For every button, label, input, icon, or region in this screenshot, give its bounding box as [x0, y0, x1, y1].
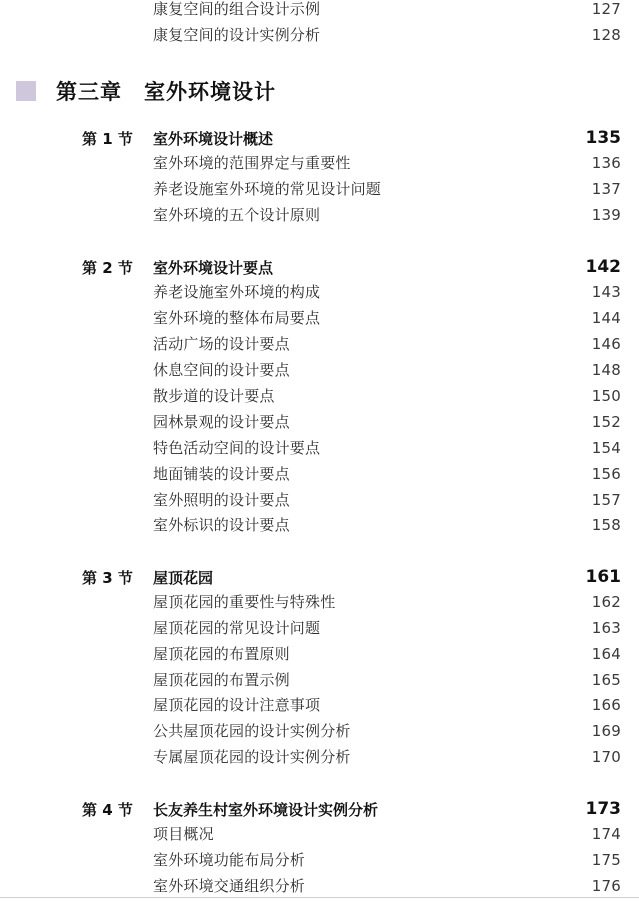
entry-title: 康复空间的设计实例分析	[153, 26, 321, 44]
chapter-number: 第三章	[56, 80, 122, 104]
entry-title: 屋顶花园的常见设计问题	[153, 619, 321, 637]
toc-entry[interactable]	[153, 720, 621, 742]
section-number: 第 1 节	[82, 129, 133, 148]
section-number: 第 2 节	[82, 258, 133, 277]
entry-title: 室外标识的设计要点	[153, 516, 290, 534]
toc-entry[interactable]	[153, 152, 621, 174]
toc-entry[interactable]	[153, 333, 621, 355]
entry-page: 139	[591, 206, 621, 224]
entry-title: 散步道的设计要点	[153, 387, 275, 405]
entry-page: 162	[591, 593, 621, 611]
entry-page: 174	[591, 825, 621, 843]
entry-title: 室外环境的五个设计原则	[153, 206, 321, 224]
toc-entry[interactable]	[153, 359, 621, 381]
entry-title: 休息空间的设计要点	[153, 361, 290, 379]
toc-entry[interactable]	[153, 643, 621, 665]
toc-entry[interactable]	[153, 204, 621, 226]
entry-title: 室外环境交通组织分析	[153, 877, 306, 895]
section-title: 室外环境设计概述	[153, 129, 274, 148]
entry-page: 156	[591, 465, 621, 483]
entry-page: 166	[591, 696, 621, 714]
toc-entry[interactable]	[153, 411, 621, 433]
section-page: 142	[585, 257, 621, 277]
toc-entry[interactable]	[153, 669, 621, 691]
entry-title: 屋顶花园的布置示例	[153, 671, 290, 689]
section-page: 173	[585, 799, 621, 819]
entry-title: 屋顶花园的设计注意事项	[153, 696, 321, 714]
entry-page: 175	[591, 851, 621, 869]
chapter-title: 室外环境设计	[144, 80, 276, 104]
section-heading[interactable]	[82, 126, 621, 150]
toc-entry[interactable]	[153, 463, 621, 485]
entry-page: 150	[591, 387, 621, 405]
toc-entry[interactable]	[153, 514, 621, 536]
entry-page: 144	[591, 309, 621, 327]
entry-page: 157	[591, 491, 621, 509]
entry-page: 128	[591, 26, 621, 44]
entry-title: 养老设施室外环境的构成	[153, 283, 321, 301]
entry-title: 公共屋顶花园的设计实例分析	[153, 722, 351, 740]
entry-title: 专属屋顶花园的设计实例分析	[153, 748, 351, 766]
entry-title: 屋顶花园的布置原则	[153, 645, 290, 663]
chapter-marker-icon	[16, 81, 36, 101]
section-heading[interactable]	[82, 565, 621, 589]
section-number: 第 4 节	[82, 800, 133, 819]
section-title: 室外环境设计要点	[153, 258, 274, 277]
toc-entry[interactable]	[153, 875, 621, 897]
entry-page: 136	[591, 154, 621, 172]
entry-title: 地面铺装的设计要点	[153, 465, 290, 483]
section-heading[interactable]	[82, 797, 621, 821]
entry-page: 154	[591, 439, 621, 457]
toc-entry[interactable]	[153, 489, 621, 511]
entry-title: 室外环境的整体布局要点	[153, 309, 321, 327]
toc-entry[interactable]	[153, 591, 621, 613]
section-page: 161	[585, 567, 621, 587]
entry-page: 152	[591, 413, 621, 431]
toc-entry[interactable]	[153, 0, 621, 20]
entry-page: 146	[591, 335, 621, 353]
toc-entry[interactable]	[153, 307, 621, 329]
toc-entry[interactable]	[153, 178, 621, 200]
entry-title: 活动广场的设计要点	[153, 335, 290, 353]
entry-title: 园林景观的设计要点	[153, 413, 290, 431]
page-divider	[0, 897, 639, 898]
toc-entry[interactable]	[153, 694, 621, 716]
entry-page: 176	[591, 877, 621, 895]
toc-entry[interactable]	[153, 746, 621, 768]
toc-entry[interactable]	[153, 849, 621, 871]
toc-entry[interactable]	[153, 385, 621, 407]
entry-page: 165	[591, 671, 621, 689]
entry-title: 康复空间的组合设计示例	[153, 0, 321, 18]
section-title: 长友养生村室外环境设计实例分析	[153, 800, 379, 819]
toc-entry[interactable]	[153, 281, 621, 303]
entry-page: 170	[591, 748, 621, 766]
entry-title: 特色活动空间的设计要点	[153, 439, 321, 457]
entry-page: 169	[591, 722, 621, 740]
entry-page: 163	[591, 619, 621, 637]
entry-page: 143	[591, 283, 621, 301]
toc-entry[interactable]	[153, 617, 621, 639]
chapter-heading[interactable]	[16, 76, 276, 106]
toc-entry[interactable]	[153, 437, 621, 459]
section-heading[interactable]	[82, 255, 621, 279]
section-title: 屋顶花园	[153, 568, 214, 587]
entry-page: 164	[591, 645, 621, 663]
entry-title: 养老设施室外环境的常见设计问题	[153, 180, 382, 198]
toc-entry[interactable]	[153, 24, 621, 46]
entry-title: 屋顶花园的重要性与特殊性	[153, 593, 336, 611]
entry-page: 127	[591, 0, 621, 18]
entry-title: 室外环境的范围界定与重要性	[153, 154, 351, 172]
entry-page: 137	[591, 180, 621, 198]
entry-page: 148	[591, 361, 621, 379]
entry-page: 158	[591, 516, 621, 534]
toc-entry[interactable]	[153, 823, 621, 845]
section-number: 第 3 节	[82, 568, 133, 587]
section-page: 135	[585, 128, 621, 148]
entry-title: 项目概况	[153, 825, 214, 843]
entry-title: 室外环境功能布局分析	[153, 851, 306, 869]
entry-title: 室外照明的设计要点	[153, 491, 290, 509]
